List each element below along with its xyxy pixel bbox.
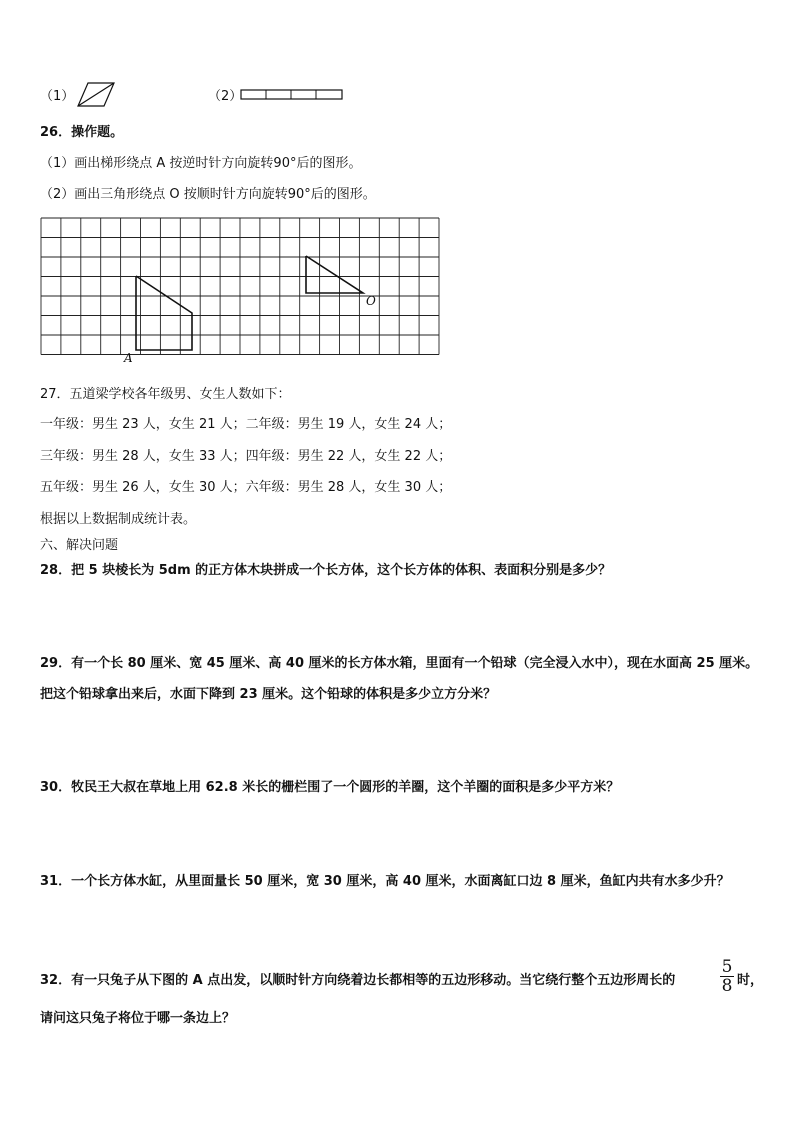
q27-line3: 五年级：男生 26 人，女生 30 人；六年级：男生 28 人，女生 30 人； [40,480,452,495]
q32-fraction [719,958,735,995]
q29-line2: 把这个铅球拿出来后，水面下降到 23 厘米。这个铅球的体积是多少立方分米？ [40,687,497,702]
q27-title: 27．五道梁学校各年级男、女生人数如下： [40,387,291,402]
q30-text: 30．牧民王大叔在草地上用 62.8 米长的栅栏围了一个圆形的羊圈，这个羊圈的面积是多少平方米？ [40,780,620,795]
point-o-label: O [366,294,376,308]
section6-title: 六、解决问题 [40,538,119,553]
q27-line2: 三年级：男生 28 人，女生 33 人；四年级：男生 22 人，女生 22 人； [40,449,452,464]
triangle-shape [306,256,363,293]
segmented-bar-figure [240,89,344,101]
q32-line1-end: 时， [737,973,764,988]
q26-part2: （2）画出三角形绕点 O 按顺时针方向旋转90°后的图形。 [40,187,376,202]
grid-lines [41,218,439,355]
q27-line4: 根据以上数据制成统计表。 [40,512,197,527]
q25-item2-label: （2） [208,89,243,104]
q32-line1: 32．有一只兔子从下图的 A 点出发，以顺时针方向绕着边长都相等的五边形移动。当它绕行整个五边形周长的 [40,973,676,988]
q26-part1: （1）画出梯形绕点 A 按逆时针方向旋转90°后的图形。 [40,156,362,171]
fraction-denominator: 8 [721,976,733,996]
q27-line1: 一年级：男生 23 人，女生 21 人；二年级：男生 19 人，女生 24 人； [40,417,452,432]
rotation-grid-figure [40,216,442,371]
point-a-label: A [124,351,133,365]
q26-title: 26．操作题。 [40,125,124,140]
q25-item1-label: （1） [40,89,75,104]
q28-text: 28．把 5 块棱长为 5dm 的正方体木块拼成一个长方体，这个长方体的体积、表面积分别是多少？ [40,563,612,578]
q31-text: 31．一个长方体水缸，从里面量长 50 厘米，宽 30 厘米，高 40 厘米，水面离缸口边 8 厘米，鱼缸内共有水多少升？ [40,874,730,889]
parallelogram-figure [76,82,118,108]
fraction-numerator: 5 [721,957,733,977]
q32-line2: 请问这只兔子将位于哪一条边上？ [40,1011,236,1026]
trapezoid-shape [136,276,192,350]
q29-line1: 29．有一个长 80 厘米、宽 45 厘米、高 40 厘米的长方体水箱，里面有一个铅球（完全浸入水中），现在水面高 25 厘米。 [40,656,759,671]
